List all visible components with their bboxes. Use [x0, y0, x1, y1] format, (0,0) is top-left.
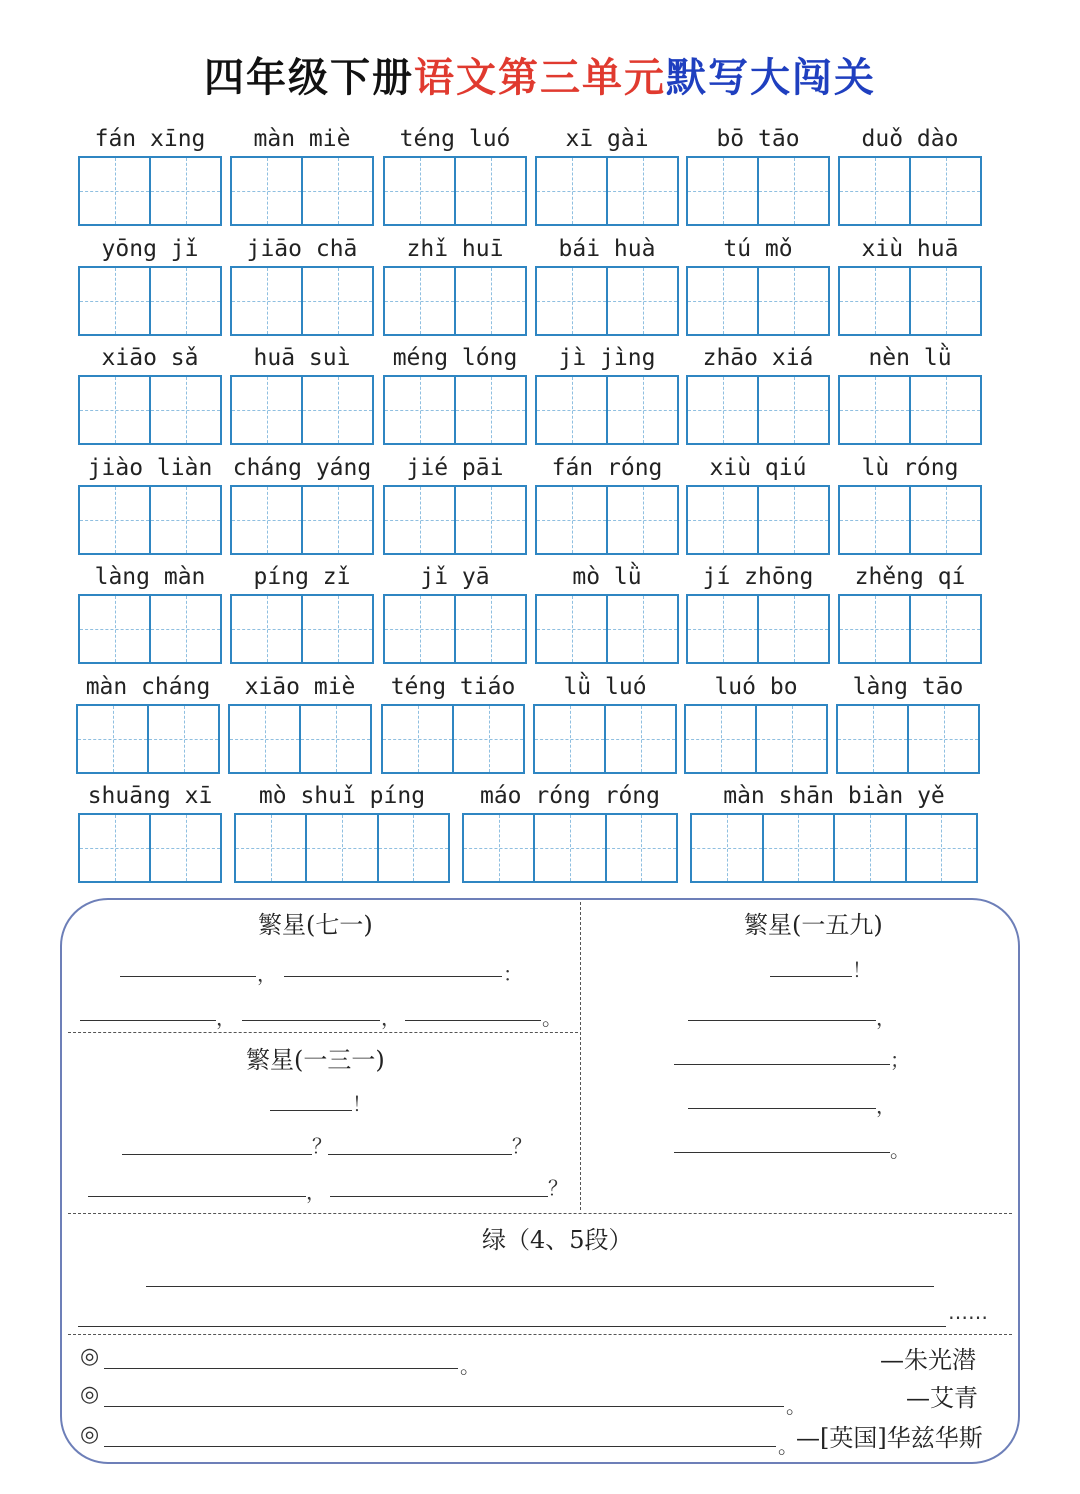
section-title-fanxing-159: 繁星(一五九)	[744, 911, 883, 939]
writing-box[interactable]	[299, 706, 370, 772]
writing-box-group	[838, 485, 982, 555]
punctuation: ！	[852, 958, 872, 982]
writing-box[interactable]	[757, 487, 828, 553]
word-item	[230, 451, 374, 555]
pinyin-label: màn cháng	[85, 673, 211, 700]
divider	[68, 1213, 1012, 1214]
writing-box[interactable]	[909, 268, 980, 334]
pinyin-label: bō tāo	[716, 126, 800, 152]
pinyin-label: huā suì	[253, 345, 351, 371]
pinyin-label: xiāo sǎ	[101, 345, 199, 371]
writing-box[interactable]	[757, 596, 828, 662]
answer-line[interactable]	[120, 976, 256, 977]
pinyin-label: yōng jǐ	[101, 235, 199, 262]
answer-line[interactable]	[104, 1368, 458, 1369]
word-item	[838, 341, 982, 445]
word-item	[383, 232, 527, 336]
divider	[68, 1032, 578, 1033]
writing-box[interactable]	[688, 487, 757, 553]
writing-box[interactable]	[149, 815, 220, 881]
section-title-fanxing-71: 繁星(七一)	[258, 911, 373, 939]
writing-box-group	[535, 375, 679, 445]
punctuation: 。	[786, 1394, 806, 1418]
answer-line[interactable]	[104, 1446, 776, 1447]
writing-box[interactable]	[149, 377, 220, 443]
writing-box-group	[836, 704, 980, 774]
word-item	[234, 779, 450, 883]
writing-box[interactable]	[385, 377, 454, 443]
pinyin-label: xiù huā	[861, 235, 959, 262]
writing-box[interactable]	[377, 815, 448, 881]
writing-box[interactable]	[301, 377, 372, 443]
writing-box[interactable]	[537, 158, 606, 224]
writing-box[interactable]	[301, 596, 372, 662]
writing-box[interactable]	[232, 487, 301, 553]
pinyin-label: màn miè	[253, 126, 351, 152]
title-subject: 语文第三单元	[414, 54, 666, 101]
writing-box[interactable]	[149, 596, 220, 662]
writing-box[interactable]	[305, 815, 376, 881]
writing-box[interactable]	[838, 706, 907, 772]
punctuation: ，	[216, 1006, 236, 1030]
answer-line[interactable]	[88, 1196, 306, 1197]
writing-box[interactable]	[688, 158, 757, 224]
writing-box-group	[684, 704, 828, 774]
writing-box[interactable]	[840, 596, 909, 662]
writing-box-group	[838, 375, 982, 445]
pinyin-label: shuāng xī	[87, 783, 213, 809]
word-item	[686, 122, 830, 226]
writing-box[interactable]	[464, 815, 533, 881]
writing-box[interactable]	[78, 706, 147, 772]
writing-box-group	[690, 813, 978, 883]
writing-box[interactable]	[755, 706, 826, 772]
writing-box-group	[78, 594, 222, 664]
pinyin-label: xiù qiú	[709, 454, 807, 481]
writing-box-group	[383, 375, 527, 445]
section-title-green: 绿（4、5段）	[482, 1226, 633, 1254]
punctuation: ，	[381, 1006, 401, 1030]
word-item	[535, 451, 679, 555]
word-item	[686, 232, 830, 336]
divider	[580, 902, 581, 1210]
writing-box[interactable]	[149, 487, 220, 553]
answer-line[interactable]	[80, 1020, 216, 1021]
writing-box-group	[78, 156, 222, 226]
punctuation: 。	[542, 1006, 562, 1030]
word-item	[381, 670, 525, 774]
writing-box[interactable]	[537, 377, 606, 443]
writing-box[interactable]	[80, 377, 149, 443]
pinyin-label: duǒ dào	[861, 126, 959, 152]
word-item	[230, 560, 374, 664]
writing-box[interactable]	[454, 596, 525, 662]
writing-box-group	[230, 594, 374, 664]
writing-box[interactable]	[688, 268, 757, 334]
pinyin-label: jiāo chā	[246, 235, 358, 262]
writing-box-group	[686, 156, 830, 226]
pinyin-label: bái huà	[558, 235, 656, 262]
pinyin-label: lǜ luó	[563, 673, 647, 700]
writing-box-group	[535, 485, 679, 555]
writing-box[interactable]	[236, 815, 305, 881]
writing-box-group	[686, 266, 830, 336]
pinyin-label: máo róng róng	[479, 783, 660, 809]
pinyin-label: jì jìng	[558, 345, 656, 371]
answer-line[interactable]	[122, 1154, 312, 1155]
writing-box[interactable]	[454, 377, 525, 443]
divider	[68, 1334, 1012, 1335]
writing-box[interactable]	[80, 596, 149, 662]
word-item	[230, 232, 374, 336]
pinyin-label: téng tiáo	[390, 673, 516, 700]
pinyin-label: téng luó	[399, 126, 511, 152]
punctuation: ；	[890, 1048, 910, 1072]
writing-box[interactable]	[606, 596, 677, 662]
writing-box-group	[230, 485, 374, 555]
punctuation: ？	[312, 1134, 332, 1158]
word-item	[78, 341, 222, 445]
writing-box-group	[76, 704, 220, 774]
word-item	[535, 122, 679, 226]
writing-box[interactable]	[606, 158, 677, 224]
writing-box[interactable]	[232, 377, 301, 443]
punctuation: ，	[257, 962, 277, 986]
writing-box-group	[686, 375, 830, 445]
writing-box[interactable]	[686, 706, 755, 772]
word-item	[230, 341, 374, 445]
writing-box[interactable]	[149, 158, 220, 224]
pinyin-label: zhǐ huī	[406, 235, 504, 262]
writing-box-group	[230, 156, 374, 226]
pinyin-label: làng tāo	[852, 673, 964, 700]
word-item	[686, 451, 830, 555]
writing-box[interactable]	[232, 268, 301, 334]
writing-box-group	[535, 594, 679, 664]
punctuation: 。	[890, 1138, 910, 1162]
writing-box[interactable]	[688, 596, 757, 662]
writing-box-group	[383, 156, 527, 226]
writing-box[interactable]	[452, 706, 523, 772]
word-item	[838, 560, 982, 664]
writing-box-group	[383, 485, 527, 555]
writing-box[interactable]	[909, 377, 980, 443]
pinyin-label: méng lóng	[392, 345, 518, 371]
writing-box-group	[462, 813, 678, 883]
answer-line[interactable]	[688, 1108, 876, 1109]
word-item	[838, 122, 982, 226]
answer-line[interactable]	[688, 1020, 876, 1021]
word-item	[535, 560, 679, 664]
answer-line[interactable]	[242, 1020, 380, 1021]
pinyin-label: xī gài	[565, 126, 649, 152]
pinyin-label: màn shān biàn yě	[723, 783, 945, 809]
word-item	[78, 122, 222, 226]
writing-box[interactable]	[301, 268, 372, 334]
writing-box[interactable]	[606, 487, 677, 553]
answer-line[interactable]	[330, 1196, 548, 1197]
answer-line[interactable]	[284, 976, 502, 977]
writing-box-group	[535, 156, 679, 226]
writing-box[interactable]	[840, 158, 909, 224]
ellipsis: ……	[948, 1300, 988, 1324]
writing-box[interactable]	[301, 487, 372, 553]
pinyin-label: jié pāi	[406, 454, 504, 481]
writing-box[interactable]	[301, 158, 372, 224]
title-challenge: 默写大闯关	[666, 54, 876, 101]
writing-box[interactable]	[909, 596, 980, 662]
pinyin-label: zhěng qí	[854, 564, 966, 590]
writing-box[interactable]	[833, 815, 905, 881]
writing-box[interactable]	[385, 596, 454, 662]
word-item	[533, 670, 677, 774]
writing-box[interactable]	[232, 596, 301, 662]
word-item	[838, 451, 982, 555]
word-item	[383, 122, 527, 226]
writing-box[interactable]	[606, 268, 677, 334]
title-grade: 四年级下册	[204, 54, 414, 101]
word-item	[690, 779, 978, 883]
answer-line[interactable]	[405, 1020, 541, 1021]
section-title-fanxing-131: 繁星(一三一)	[246, 1046, 385, 1074]
writing-box-group	[230, 375, 374, 445]
writing-box[interactable]	[230, 706, 299, 772]
quote-author: —[英国]华兹华斯	[796, 1424, 983, 1452]
writing-box[interactable]	[907, 706, 978, 772]
word-item	[383, 451, 527, 555]
writing-box[interactable]	[385, 487, 454, 553]
writing-box[interactable]	[80, 487, 149, 553]
writing-box[interactable]	[757, 158, 828, 224]
word-item	[76, 670, 220, 774]
writing-box-group	[383, 594, 527, 664]
pinyin-label: làng màn	[94, 564, 206, 590]
answer-line[interactable]	[270, 1110, 352, 1111]
writing-box[interactable]	[604, 706, 675, 772]
dictation-panel	[60, 898, 1020, 1464]
writing-box-group	[228, 704, 372, 774]
word-item	[78, 451, 222, 555]
writing-box-group	[686, 485, 830, 555]
word-item	[228, 670, 372, 774]
word-item	[838, 232, 982, 336]
word-item	[383, 341, 527, 445]
writing-box-group	[78, 485, 222, 555]
writing-box[interactable]	[535, 706, 604, 772]
quote-author: —朱光潜	[880, 1346, 976, 1374]
pinyin-label: zhāo xiá	[702, 345, 814, 371]
writing-box[interactable]	[454, 158, 525, 224]
writing-box-group	[78, 266, 222, 336]
writing-box-group	[838, 156, 982, 226]
punctuation: ，	[306, 1180, 326, 1204]
answer-line[interactable]	[104, 1406, 784, 1407]
writing-box[interactable]	[454, 487, 525, 553]
word-item	[684, 670, 828, 774]
word-item	[78, 232, 222, 336]
pinyin-label: mò lǜ	[572, 564, 642, 590]
writing-box[interactable]	[757, 268, 828, 334]
pinyin-label: cháng yáng	[232, 454, 372, 481]
pinyin-label: jí zhōng	[702, 564, 814, 590]
answer-line[interactable]	[770, 976, 852, 977]
pinyin-label: nèn lǜ	[868, 345, 952, 371]
writing-box[interactable]	[909, 158, 980, 224]
pinyin-label: píng zǐ	[253, 564, 351, 590]
writing-box[interactable]	[533, 815, 604, 881]
quote-author: —艾青	[906, 1384, 978, 1412]
writing-box-group	[535, 266, 679, 336]
writing-box-group	[838, 594, 982, 664]
answer-line[interactable]	[78, 1326, 946, 1327]
punctuation: ！	[352, 1092, 372, 1116]
word-item	[535, 232, 679, 336]
writing-box-group	[78, 375, 222, 445]
writing-box-group	[383, 266, 527, 336]
punctuation: ？	[548, 1176, 568, 1200]
punctuation: 。	[778, 1434, 798, 1458]
word-item	[78, 560, 222, 664]
writing-box[interactable]	[385, 158, 454, 224]
writing-box[interactable]	[149, 268, 220, 334]
writing-box[interactable]	[80, 815, 149, 881]
pinyin-label: jǐ yā	[420, 564, 490, 590]
writing-box[interactable]	[605, 815, 676, 881]
answer-line[interactable]	[328, 1154, 512, 1155]
punctuation: ，	[876, 1094, 896, 1118]
answer-line[interactable]	[674, 1064, 890, 1065]
writing-box-group	[533, 704, 677, 774]
writing-box-group	[230, 266, 374, 336]
writing-box[interactable]	[840, 377, 909, 443]
writing-box[interactable]	[840, 487, 909, 553]
pinyin-label: fán xīng	[94, 126, 206, 152]
writing-box[interactable]	[232, 158, 301, 224]
writing-box[interactable]	[537, 487, 606, 553]
punctuation: ？	[512, 1134, 532, 1158]
circle-bullet-icon: ◎	[80, 1344, 100, 1369]
word-item	[686, 341, 830, 445]
word-item	[462, 779, 678, 883]
writing-box-group	[838, 266, 982, 336]
writing-box-group	[686, 594, 830, 664]
punctuation: ，	[876, 1006, 896, 1030]
word-item	[383, 560, 527, 664]
word-item	[686, 560, 830, 664]
writing-box[interactable]	[80, 158, 149, 224]
word-item	[535, 341, 679, 445]
writing-box-group	[78, 813, 222, 883]
pinyin-label: jiào liàn	[87, 454, 213, 481]
writing-box[interactable]	[385, 268, 454, 334]
pinyin-label: lù róng	[861, 454, 959, 481]
writing-box[interactable]	[537, 596, 606, 662]
circle-bullet-icon: ◎	[80, 1422, 100, 1447]
pinyin-label: luó bo	[714, 673, 798, 700]
punctuation: ：	[503, 962, 523, 986]
word-item	[230, 122, 374, 226]
writing-box[interactable]	[692, 815, 762, 881]
writing-box[interactable]	[840, 268, 909, 334]
word-item	[78, 779, 222, 883]
answer-line[interactable]	[674, 1152, 890, 1153]
pinyin-label: tú mǒ	[723, 235, 793, 262]
writing-box[interactable]	[80, 268, 149, 334]
writing-box[interactable]	[606, 377, 677, 443]
pinyin-label: mò shuǐ píng	[258, 783, 426, 809]
answer-line[interactable]	[146, 1286, 934, 1287]
writing-box-group	[381, 704, 525, 774]
writing-box[interactable]	[537, 268, 606, 334]
writing-box[interactable]	[762, 815, 834, 881]
writing-box[interactable]	[383, 706, 452, 772]
punctuation: 。	[460, 1354, 480, 1378]
word-item	[836, 670, 980, 774]
writing-box-group	[234, 813, 450, 883]
pinyin-label: xiāo miè	[244, 673, 356, 700]
writing-box[interactable]	[688, 377, 757, 443]
writing-box[interactable]	[454, 268, 525, 334]
circle-bullet-icon: ◎	[80, 1382, 100, 1407]
pinyin-label: fán róng	[551, 454, 663, 481]
writing-box[interactable]	[905, 815, 977, 881]
writing-box[interactable]	[147, 706, 218, 772]
writing-box[interactable]	[757, 377, 828, 443]
writing-box[interactable]	[909, 487, 980, 553]
